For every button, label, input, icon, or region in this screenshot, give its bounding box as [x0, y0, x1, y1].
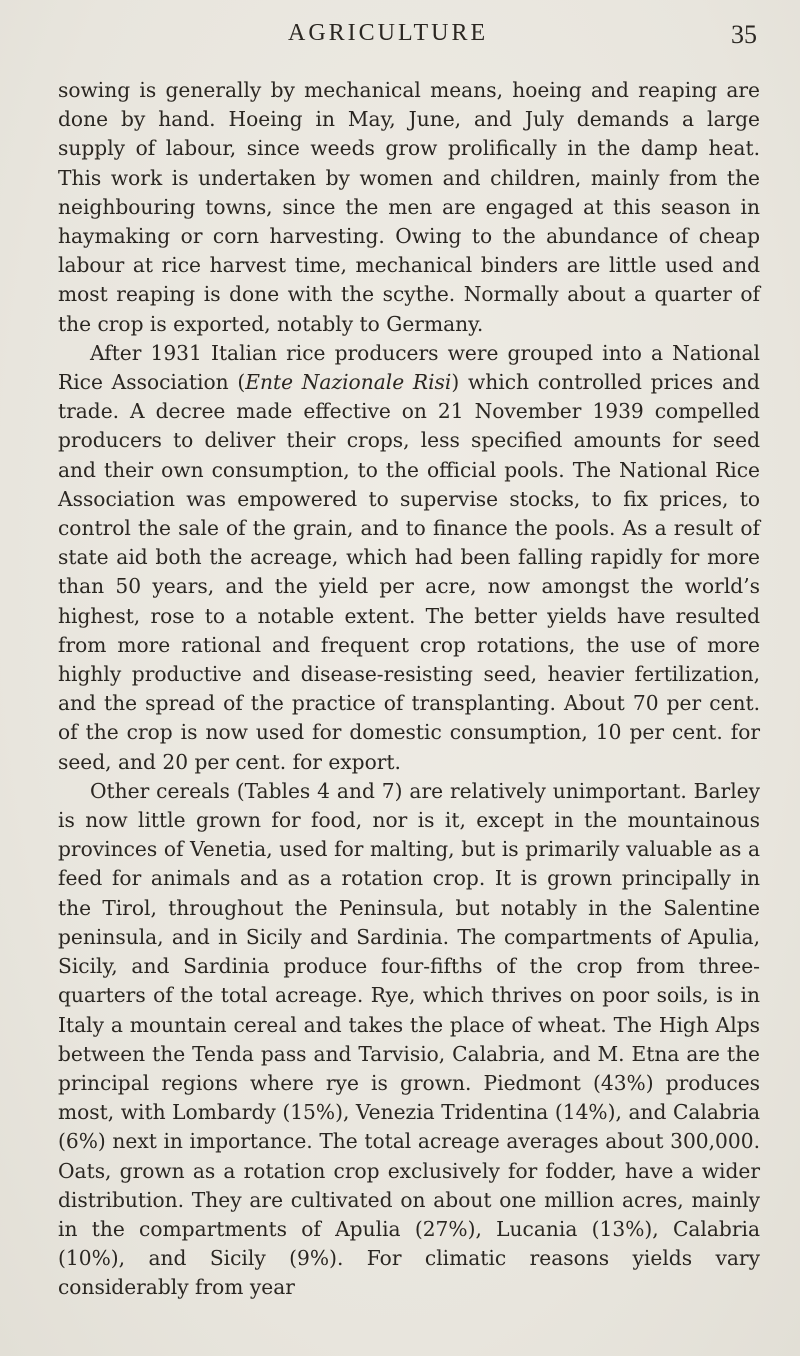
paragraph-text-before-italic: After 1931 Italian rice producers were grouped into a National Rice Association (	[58, 340, 760, 395]
page-number: 35	[731, 20, 757, 49]
running-head	[58, 0, 760, 49]
running-head-title: AGRICULTURE	[288, 20, 489, 46]
paragraph-rice-association	[58, 339, 760, 777]
body-text	[58, 76, 760, 1303]
paragraph-rice-labour: sowing is generally by mechanical means, hoeing and reaping are done by hand. Hoeing in May, June, and July demands a large supply of labour, since weeds grow prolifically in the damp heat. This work is undertaken by women and children, mainly from the neighbouring towns, since the men are engaged at this season in haymaking or corn harvesting. Owing to the abundance of cheap labour at rice harvest time, mechanical binders are little used and most reaping is done with the scythe. Normally about a quarter of the crop is exported, notably to Germany.	[58, 78, 760, 336]
italic-ente-nazionale-risi: Ente Nazionale Risi	[245, 370, 452, 395]
paragraph-other-cereals: Other cereals (Tables 4 and 7) are relatively unimportant. Barley is now little grown for food, nor is it, except in the mountainous provinces of Venetia, used for malting, but is primarily valuable as a feed for animals and as a rotation crop. It is grown principally in the Tirol, throughout the Peninsula, but notably in the Salentine peninsula, and in Sicily and Sardinia. The compartments of Apulia, Sicily, and Sardinia produce four-fifths of the crop from three-quarters of the total acreage. Rye, which thrives on poor soils, is in Italy a mountain cereal and takes the place of wheat. The High Alps between the Tenda pass and Tarvisio, Calabria, and M. Etna are the principal regions where rye is grown. Piedmont (43%) produces most, with Lombardy (15%), Venezia Tridentina (14%), and Calabria (6%) next in importance. The total acreage averages about 300,000. Oats, grown as a rotation crop exclusively for fodder, have a wider distribution. They are cultivated on about one million acres, mainly in the compartments of Apulia (27%), Lucania (13%), Calabria (10%), and Sicily (9%). For climatic reasons yields vary considerably from year	[58, 778, 760, 1300]
paragraph-text-after-italic: ) which controlled prices and trade. A decree made effective on 21 November 1939 compelled producers to deliver their crops, less specified amounts for seed and their own consumption, to the official pools. The National Rice Association was empowered to supervise stocks, to fix prices, to control the sale of the grain, and to finance the pools. As a result of state aid both the acreage, which had been falling rapidly for more than 50 years, and the yield per acre, now amongst the world’s highest, rose to a notable extent. The better yields have resulted from more rational and frequent crop rotations, the use of more highly productive and disease-resisting seed, heavier fertilization, and the spread of the practice of transplanting. About 70 per cent. of the crop is now used for domestic consumption, 10 per cent. for seed, and 20 per cent. for export.	[58, 370, 760, 774]
